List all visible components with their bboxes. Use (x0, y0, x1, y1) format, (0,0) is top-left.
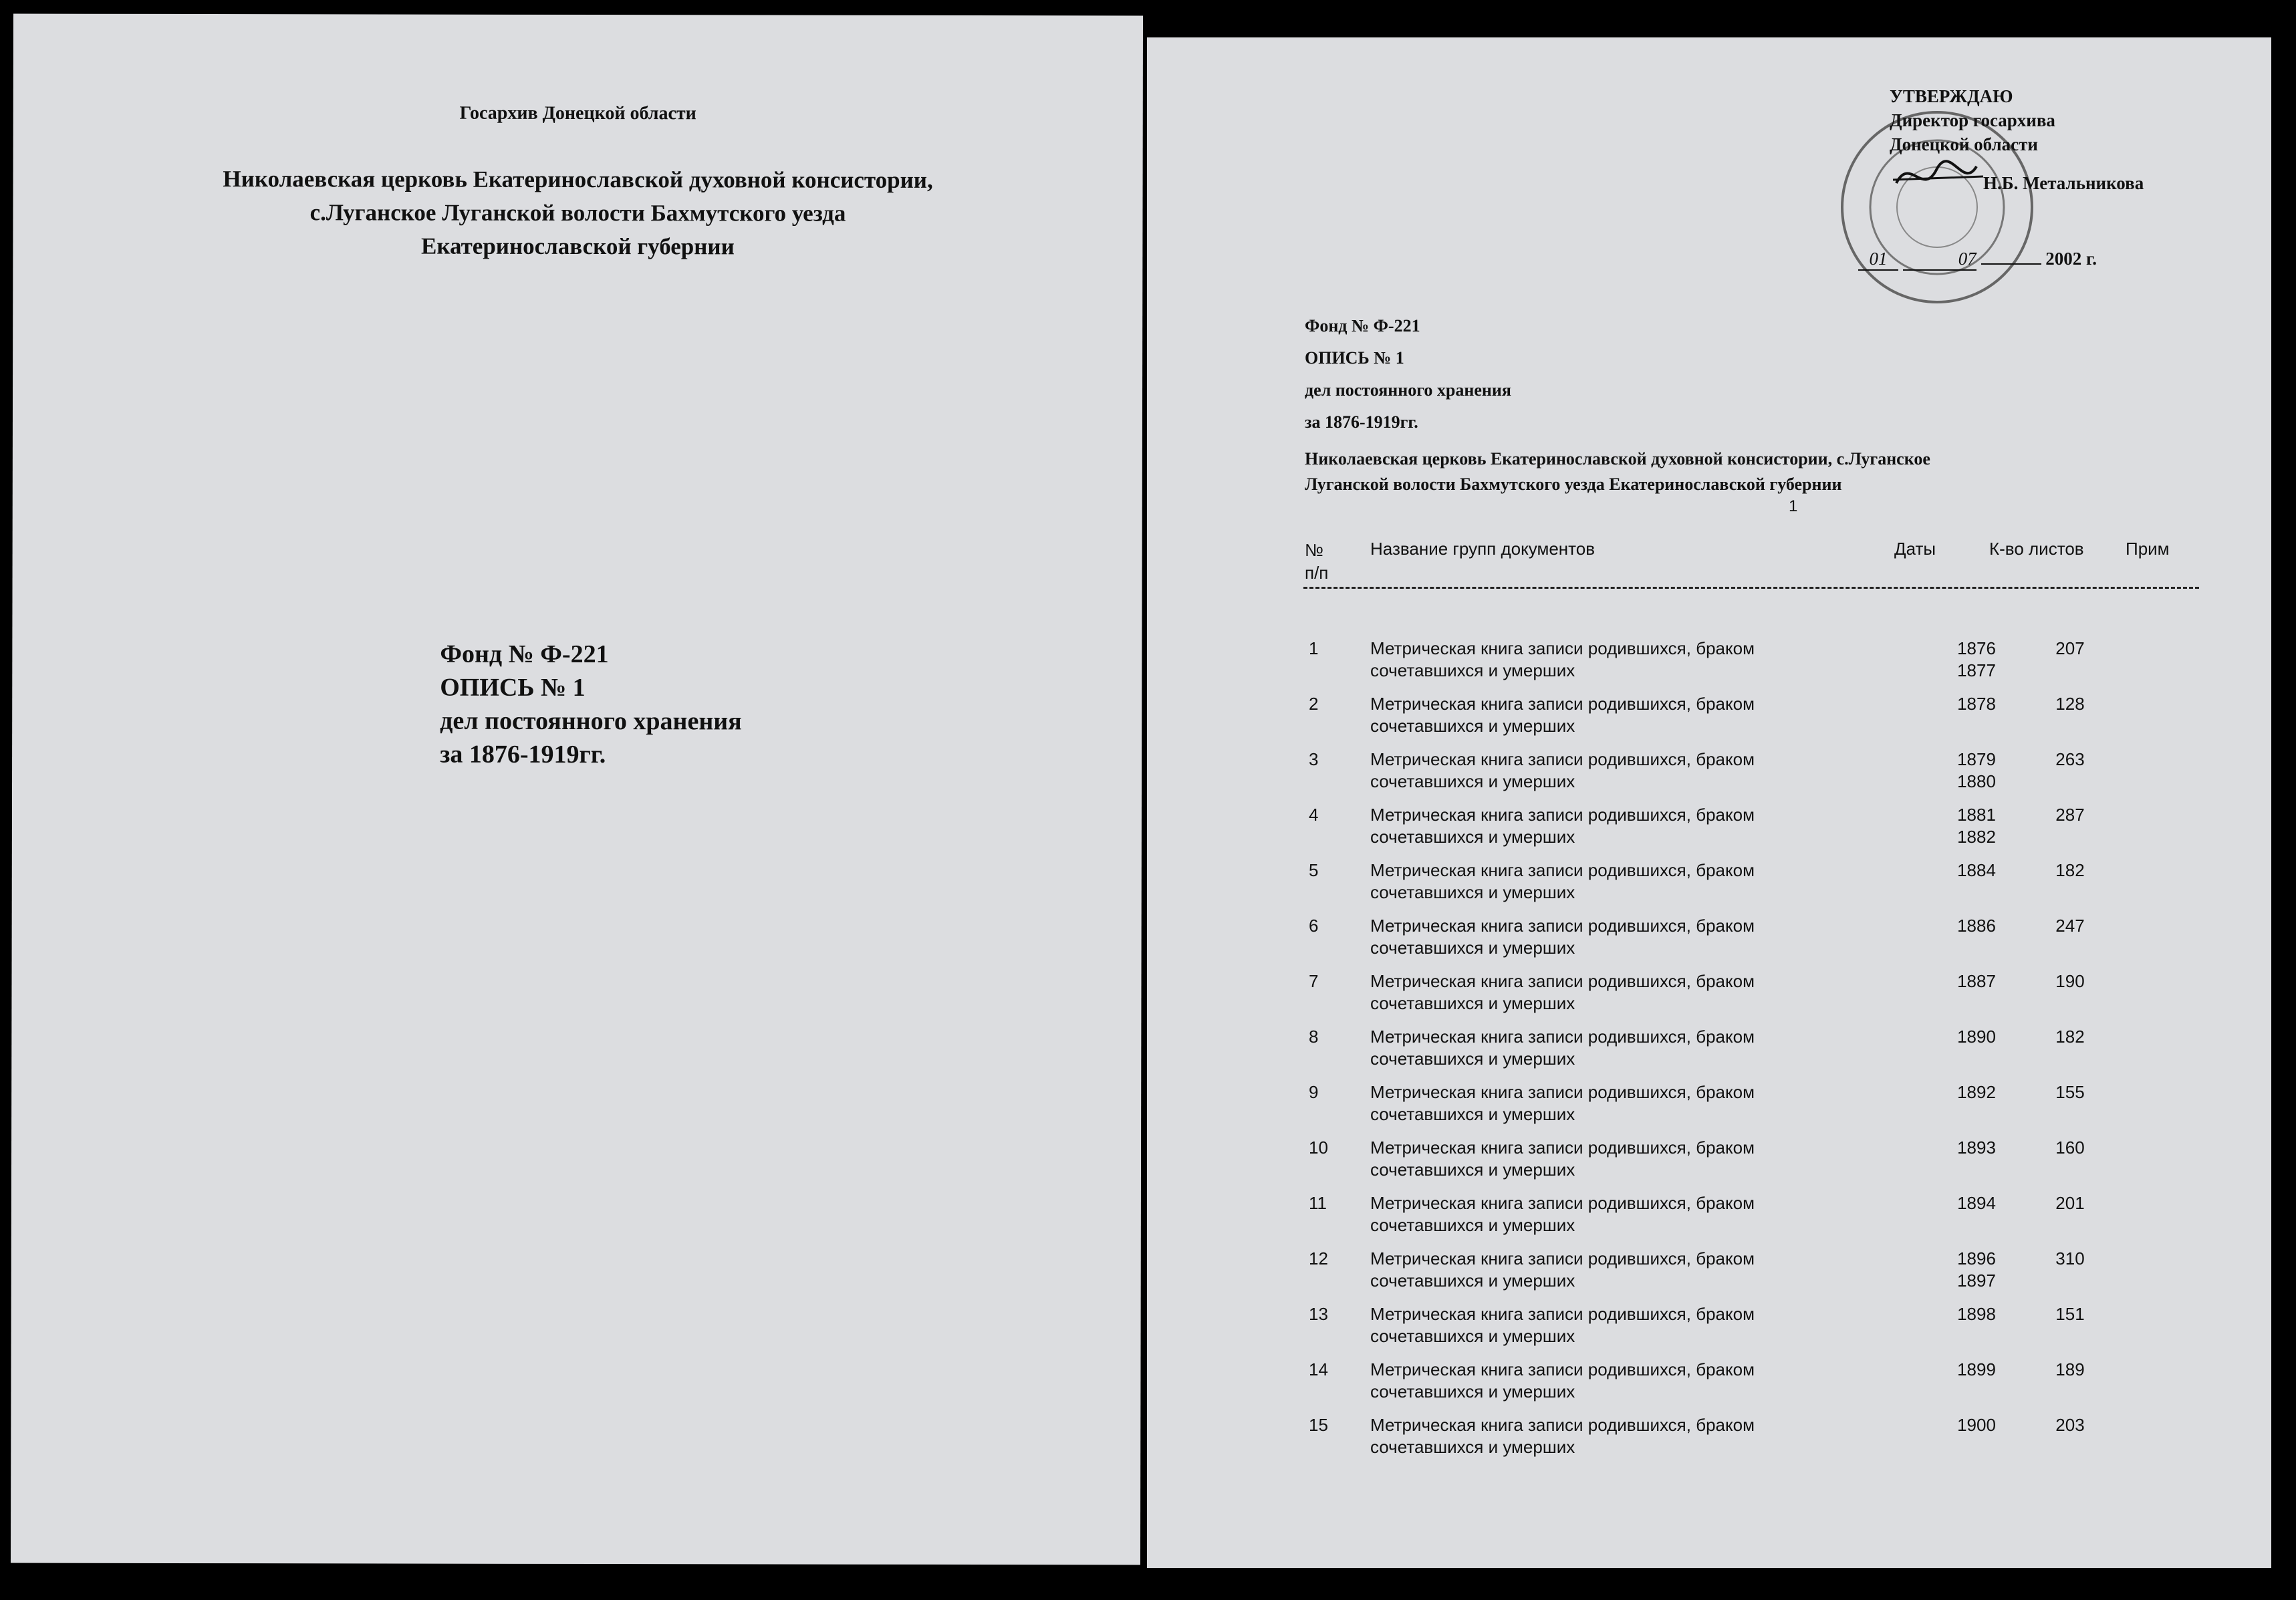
row-title-line: сочетавшихся и умерших (1370, 1271, 1575, 1291)
row-sheet-count: 190 (2055, 971, 2085, 991)
row-title-line: Метрическая книга записи родившихся, браком (1370, 805, 1755, 825)
signature-area (1890, 156, 2144, 194)
row-date-start: 1899 (1957, 1359, 1996, 1379)
row-dates (1946, 638, 2007, 682)
row-date-end: 1882 (1957, 827, 1996, 847)
row-number: 12 (1309, 1248, 1328, 1269)
row-dates (1946, 1414, 2007, 1436)
row-date-start: 1879 (1957, 749, 1996, 769)
row-dates (1946, 1303, 2007, 1325)
approval-title: УТВЕРЖДАЮ (1890, 86, 2013, 106)
row-title (1370, 1192, 1838, 1236)
row-number: 13 (1309, 1304, 1328, 1324)
row-title-line: сочетавшихся и умерших (1370, 1381, 1575, 1402)
row-dates (1946, 970, 2007, 992)
approval-day: 01 (1858, 249, 1898, 271)
row-sheet-count: 247 (2055, 916, 2085, 936)
row-title-line: сочетавшихся и умерших (1370, 1326, 1575, 1346)
row-number: 4 (1309, 805, 1319, 825)
row-number: 8 (1309, 1027, 1319, 1047)
row-title-line: Метрическая книга записи родившихся, браком (1370, 1415, 1755, 1435)
row-sheet-count: 189 (2055, 1359, 2085, 1379)
fund-title-line: Николаевская церковь Екатеринославской духовной консистории, (223, 166, 933, 193)
row-number: 7 (1309, 971, 1319, 991)
row-title (1370, 749, 1838, 793)
row-date-start: 1900 (1957, 1415, 1996, 1435)
fund-description-line: Николаевская церковь Екатеринославской духовной консистории, с.Луганское (1305, 449, 1930, 469)
row-number: 3 (1309, 749, 1319, 769)
row-title-line: сочетавшихся и умерших (1370, 993, 1575, 1013)
row-date-start: 1898 (1957, 1304, 1996, 1324)
row-dates (1946, 1081, 2007, 1103)
approval-date (1858, 249, 2097, 271)
row-title (1370, 804, 1838, 848)
header-dates: Даты (1894, 539, 1936, 559)
row-dates (1946, 1248, 2007, 1292)
approval-position: Директор госархива (1890, 110, 2055, 130)
row-sheet-count: 201 (2055, 1193, 2085, 1213)
row-sheet-count: 310 (2055, 1248, 2085, 1269)
row-title (1370, 1414, 1838, 1458)
header-number (1305, 539, 1328, 584)
row-sheet-count: 160 (2055, 1138, 2085, 1158)
fund-title (13, 162, 1142, 265)
signature-icon (1890, 156, 1983, 196)
row-date-end: 1880 (1957, 771, 1996, 791)
row-sheet-count: 182 (2055, 1027, 2085, 1047)
row-date-start: 1876 (1957, 638, 1996, 658)
storage-type: дел постоянного хранения (1305, 380, 1511, 400)
row-title-line: сочетавшихся и умерших (1370, 771, 1575, 791)
left-page (11, 14, 1143, 1565)
row-title (1370, 1081, 1838, 1125)
row-number: 6 (1309, 916, 1319, 936)
row-title (1370, 693, 1838, 737)
row-title-line: Метрическая книга записи родившихся, браком (1370, 860, 1755, 880)
date-range: за 1876-1919гг. (440, 740, 606, 769)
row-date-end: 1877 (1957, 660, 1996, 680)
archive-name: Госархив Донецкой области (459, 102, 696, 124)
row-title-line: сочетавшихся и умерших (1370, 660, 1575, 680)
row-dates (1946, 1192, 2007, 1214)
approval-block (1890, 84, 2144, 194)
row-title-line: сочетавшихся и умерших (1370, 1437, 1575, 1457)
inventory-number: ОПИСЬ № 1 (440, 673, 586, 702)
row-title-line: сочетавшихся и умерших (1370, 716, 1575, 736)
row-title (1370, 1303, 1838, 1347)
row-number: 15 (1309, 1415, 1328, 1435)
storage-type: дел постоянного хранения (440, 706, 742, 736)
row-sheet-count: 151 (2055, 1304, 2085, 1324)
row-title-line: Метрическая книга записи родившихся, браком (1370, 1359, 1755, 1379)
row-number: 9 (1309, 1082, 1319, 1102)
inventory-number: ОПИСЬ № 1 (1305, 348, 1404, 368)
row-title (1370, 915, 1838, 959)
row-sheet-count: 203 (2055, 1415, 2085, 1435)
row-date-end: 1897 (1957, 1271, 1996, 1291)
row-number: 10 (1309, 1138, 1328, 1158)
row-title-line: Метрическая книга записи родившихся, браком (1370, 1248, 1755, 1269)
fund-description (1305, 446, 1930, 497)
row-title-line: сочетавшихся и умерших (1370, 827, 1575, 847)
row-number: 14 (1309, 1359, 1328, 1379)
row-title-line: Метрическая книга записи родившихся, браком (1370, 1027, 1755, 1047)
row-title-line: сочетавшихся и умерших (1370, 1104, 1575, 1124)
header-count: К-во листов (1989, 539, 2084, 559)
row-number: 5 (1309, 860, 1319, 880)
row-title (1370, 970, 1838, 1015)
fond-number: Фонд № Ф-221 (440, 640, 609, 669)
row-number: 11 (1309, 1193, 1327, 1213)
row-title (1370, 1359, 1838, 1403)
row-title (1370, 1248, 1838, 1292)
row-sheet-count: 128 (2055, 694, 2085, 714)
row-date-start: 1896 (1957, 1248, 1996, 1269)
director-name: Н.Б. Метальникова (1983, 173, 2144, 193)
row-title-line: Метрическая книга записи родившихся, браком (1370, 1138, 1755, 1158)
header-number-line: № (1305, 540, 1323, 560)
row-title (1370, 1026, 1838, 1070)
row-dates (1946, 1359, 2007, 1381)
row-dates (1946, 859, 2007, 882)
row-date-start: 1884 (1957, 860, 1996, 880)
row-number: 1 (1309, 638, 1319, 658)
header-divider (1303, 587, 2199, 589)
row-title-line: Метрическая книга записи родившихся, браком (1370, 694, 1755, 714)
row-title-line: Метрическая книга записи родившихся, браком (1370, 971, 1755, 991)
row-title-line: сочетавшихся и умерших (1370, 1049, 1575, 1069)
row-title (1370, 638, 1838, 682)
row-date-start: 1881 (1957, 805, 1996, 825)
row-dates (1946, 915, 2007, 937)
row-date-start: 1887 (1957, 971, 1996, 991)
row-dates (1946, 749, 2007, 793)
row-sheet-count: 182 (2055, 860, 2085, 880)
row-title (1370, 859, 1838, 904)
row-date-start: 1890 (1957, 1027, 1996, 1047)
row-sheet-count: 207 (2055, 638, 2085, 658)
row-date-start: 1894 (1957, 1193, 1996, 1213)
approval-year: 2002 г. (2045, 249, 2097, 269)
row-title-line: Метрическая книга записи родившихся, браком (1370, 916, 1755, 936)
row-title-line: Метрическая книга записи родившихся, браком (1370, 1082, 1755, 1102)
row-date-start: 1892 (1957, 1082, 1996, 1102)
page-number: 1 (1789, 497, 1798, 515)
row-title-line: сочетавшихся и умерших (1370, 882, 1575, 902)
fond-block (1305, 310, 1511, 438)
date-underline (1981, 263, 2041, 265)
row-title-line: сочетавшихся и умерших (1370, 938, 1575, 958)
fund-title-line: Екатеринославской губернии (421, 233, 735, 260)
date-range: за 1876-1919гг. (1305, 412, 1418, 432)
fond-block (440, 638, 742, 772)
row-date-start: 1878 (1957, 694, 1996, 714)
row-title-line: Метрическая книга записи родившихся, браком (1370, 1193, 1755, 1213)
row-date-start: 1893 (1957, 1138, 1996, 1158)
fund-title-line: с.Луганское Луганской волости Бахмутского уезда (309, 199, 846, 227)
approval-position: Донецкой области (1890, 134, 2038, 154)
fond-number: Фонд № Ф-221 (1305, 316, 1420, 336)
row-title (1370, 1137, 1838, 1181)
row-title-line: Метрическая книга записи родившихся, браком (1370, 1304, 1755, 1324)
row-title-line: сочетавшихся и умерших (1370, 1215, 1575, 1235)
row-date-start: 1886 (1957, 916, 1996, 936)
row-title-line: Метрическая книга записи родившихся, браком (1370, 749, 1755, 769)
row-sheet-count: 263 (2055, 749, 2085, 769)
row-sheet-count: 155 (2055, 1082, 2085, 1102)
fund-description-line: Луганской волости Бахмутского уезда Екатеринославской губернии (1305, 475, 1842, 494)
row-number: 2 (1309, 694, 1319, 714)
row-dates (1946, 1026, 2007, 1048)
row-dates (1946, 693, 2007, 715)
approval-month: 07 (1903, 249, 1976, 271)
row-sheet-count: 287 (2055, 805, 2085, 825)
row-title-line: Метрическая книга записи родившихся, браком (1370, 638, 1755, 658)
header-number-line: п/п (1305, 563, 1329, 583)
row-title-line: сочетавшихся и умерших (1370, 1160, 1575, 1180)
header-note: Прим (2126, 539, 2170, 559)
header-name: Название групп документов (1370, 539, 1596, 559)
row-dates (1946, 804, 2007, 848)
row-dates (1946, 1137, 2007, 1159)
